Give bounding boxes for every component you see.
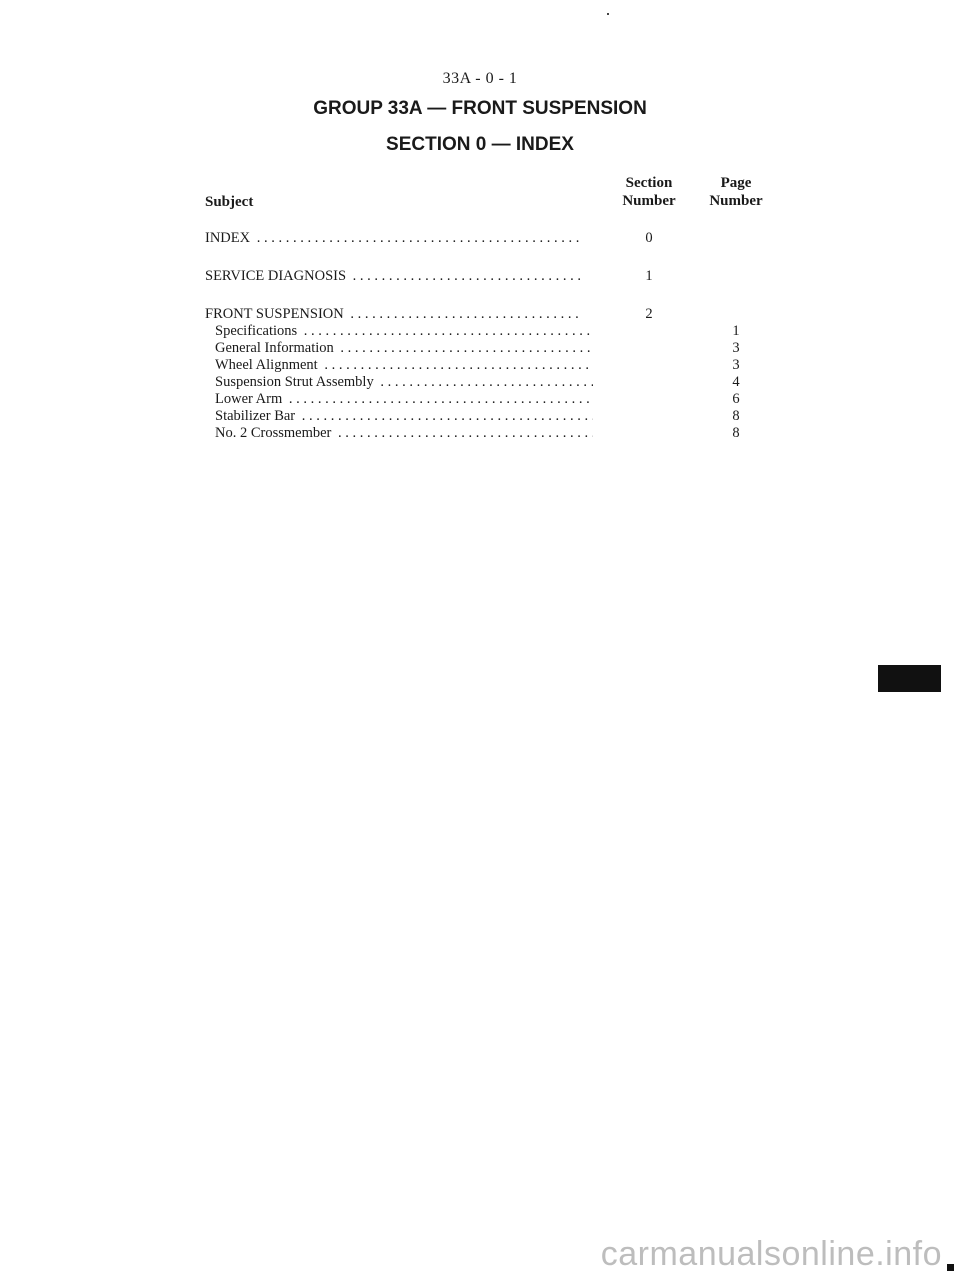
scan-speck [607, 13, 609, 15]
index-row-label: Wheel Alignment [215, 357, 321, 373]
column-header-page-line2: Number [709, 193, 763, 209]
index-row-label: No. 2 Crossmember [215, 425, 334, 441]
index-row [205, 425, 785, 442]
index-row-label: Stabilizer Bar [215, 408, 298, 424]
column-header-page-number [698, 174, 774, 210]
index-row [205, 374, 785, 391]
index-row-label: Specifications [215, 323, 300, 339]
index-row-label-dots [205, 391, 593, 408]
column-header-section-line1: Section [625, 175, 673, 191]
index-row-label: Suspension Strut Assembly [215, 374, 377, 390]
index-row-page-number: 3 [732, 357, 740, 373]
index-row [205, 357, 785, 374]
column-header-subject: Subject [205, 194, 254, 210]
index-row-label-dots [205, 374, 593, 391]
index-row-label-dots [205, 425, 593, 442]
index-row-label-dots [205, 408, 593, 425]
index-row-page-number: 4 [732, 374, 740, 390]
index-row [205, 230, 785, 247]
index-row [205, 323, 785, 340]
corner-mark [947, 1264, 954, 1271]
index-row-label: INDEX [205, 230, 253, 246]
index-row-label: FRONT SUSPENSION [205, 306, 347, 322]
index-row-label-dots [205, 268, 583, 285]
index-row [205, 391, 785, 408]
index-row-page-number: 3 [732, 340, 740, 356]
index-table [205, 230, 785, 442]
column-header-page-line1: Page [720, 175, 752, 191]
section-edge-tab [878, 665, 941, 692]
index-row-page-number: 8 [732, 408, 740, 424]
index-row-label: General Information [215, 340, 337, 356]
index-row [205, 268, 785, 285]
index-row [205, 340, 785, 357]
index-row-page-number: 1 [732, 323, 740, 339]
index-row [205, 408, 785, 425]
section-title: SECTION 0 — INDEX [386, 134, 574, 155]
index-row-label-dots [205, 340, 593, 357]
index-row-label: SERVICE DIAGNOSIS [205, 268, 349, 284]
index-row-label-dots [205, 323, 593, 340]
index-row [205, 306, 785, 323]
index-row-section-number: 2 [645, 306, 653, 322]
index-row-page-number: 8 [732, 425, 740, 441]
index-row-label-dots [205, 230, 583, 247]
index-row-label: Lower Arm [215, 391, 285, 407]
page-number: 33A - 0 - 1 [442, 70, 518, 87]
index-row-section-number: 0 [645, 230, 653, 246]
column-header-section-number [610, 174, 688, 210]
group-title: GROUP 33A — FRONT SUSPENSION [313, 98, 647, 119]
index-row-label-dots [205, 306, 583, 323]
column-header-section-line2: Number [622, 193, 676, 209]
index-row-label-dots [205, 357, 593, 374]
index-row-page-number: 6 [732, 391, 740, 407]
watermark-text: carmanualsonline.info [600, 1235, 942, 1273]
index-row-section-number: 1 [645, 268, 653, 284]
